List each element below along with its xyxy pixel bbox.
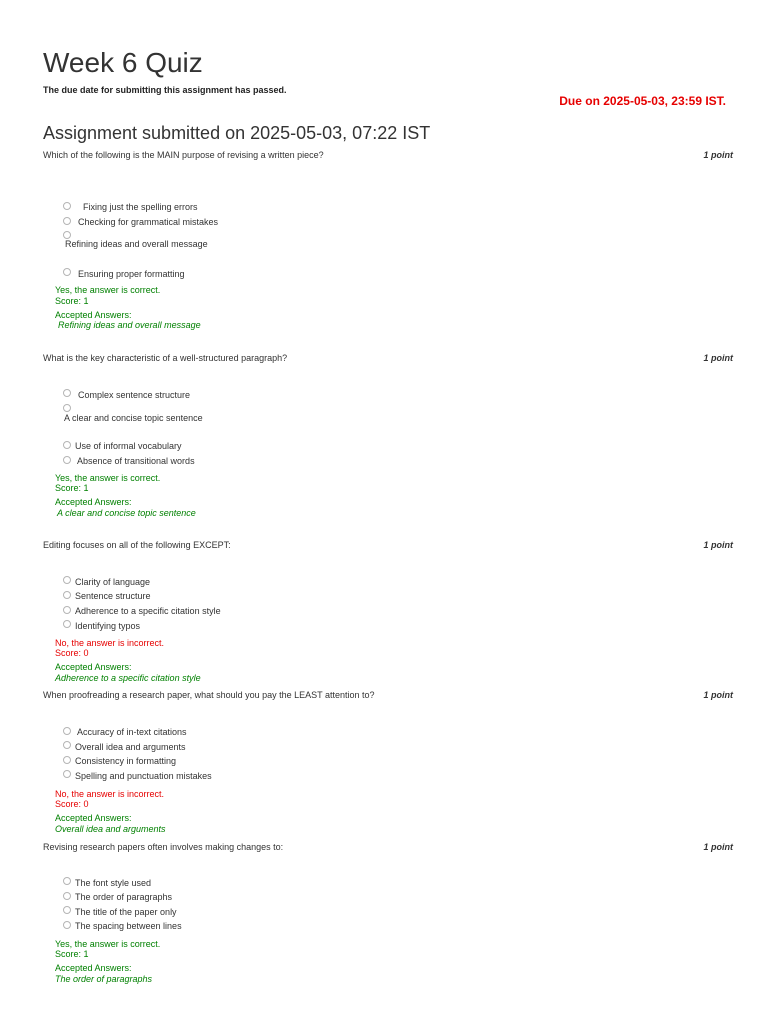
question-5-text: Revising research papers often involves making changes to: xyxy=(43,842,284,852)
q1-option-3-label: Refining ideas and overall message xyxy=(65,239,208,249)
q4-feedback: No, the answer is incorrect. xyxy=(55,789,165,799)
q5-option-2-label: The order of paragraphs xyxy=(75,892,173,902)
q5-feedback: Yes, the answer is correct. xyxy=(55,939,161,949)
q1-feedback: Yes, the answer is correct. xyxy=(55,285,161,295)
q5-option-2-radio[interactable] xyxy=(63,892,71,900)
q3-feedback: No, the answer is incorrect. xyxy=(55,638,165,648)
q2-option-4-radio[interactable] xyxy=(63,456,71,464)
q1-score: Score: 1 xyxy=(55,296,89,306)
q3-score: Score: 0 xyxy=(55,648,89,658)
q3-accepted-label: Accepted Answers: xyxy=(55,662,132,672)
q3-option-3-label: Adherence to a specific citation style xyxy=(75,606,221,616)
q1-option-4-label: Ensuring proper formatting xyxy=(78,269,185,279)
q2-option-4-label: Absence of transitional words xyxy=(77,456,195,466)
question-4-text: When proofreading a research paper, what should you pay the LEAST attention to? xyxy=(43,690,375,700)
q3-option-3-radio[interactable] xyxy=(63,606,71,614)
q3-option-1-label: Clarity of language xyxy=(75,577,151,587)
q2-option-3-radio[interactable] xyxy=(63,441,71,449)
q3-option-4-label: Identifying typos xyxy=(75,621,141,631)
q5-option-1-radio[interactable] xyxy=(63,877,71,885)
question-2-text: What is the key characteristic of a well-structured paragraph? xyxy=(43,353,288,363)
q4-score: Score: 0 xyxy=(55,799,89,809)
q3-option-2-label: Sentence structure xyxy=(75,591,151,601)
q5-option-4-label: The spacing between lines xyxy=(75,921,182,931)
q5-option-1-label: The font style used xyxy=(75,878,152,888)
q5-score: Score: 1 xyxy=(55,949,89,959)
q1-option-1-label: Fixing just the spelling errors xyxy=(83,202,198,212)
q2-option-1-label: Complex sentence structure xyxy=(78,390,191,400)
q2-option-2-label: A clear and concise topic sentence xyxy=(64,413,203,423)
q1-option-3-radio[interactable] xyxy=(63,231,71,239)
due-date: Due on 2025-05-03, 23:59 IST. xyxy=(559,94,726,108)
q4-option-2-radio[interactable] xyxy=(63,741,71,749)
q1-option-2-radio[interactable] xyxy=(63,217,71,225)
question-1-points: 1 point xyxy=(703,150,733,160)
page-title: Week 6 Quiz xyxy=(43,47,203,78)
due-passed-notice: The due date for submitting this assignment has passed. xyxy=(43,85,287,95)
q3-option-2-radio[interactable] xyxy=(63,591,71,599)
q3-accepted-answer: Adherence to a specific citation style xyxy=(55,673,201,683)
question-5-points: 1 point xyxy=(703,842,733,852)
q1-option-1-radio[interactable] xyxy=(63,202,71,210)
q4-option-4-label: Spelling and punctuation mistakes xyxy=(75,771,212,781)
q5-option-4-radio[interactable] xyxy=(63,921,71,929)
q4-option-1-radio[interactable] xyxy=(63,727,71,735)
q2-accepted-answer: A clear and concise topic sentence xyxy=(57,508,196,518)
q5-option-3-label: The title of the paper only xyxy=(75,907,177,917)
q4-option-2-label: Overall idea and arguments xyxy=(75,742,186,752)
q4-accepted-answer: Overall idea and arguments xyxy=(55,824,166,834)
q5-accepted-label: Accepted Answers: xyxy=(55,963,132,973)
question-3-points: 1 point xyxy=(703,540,733,550)
q5-accepted-answer: The order of paragraphs xyxy=(55,974,153,984)
q1-option-4-radio[interactable] xyxy=(63,268,71,276)
q3-option-1-radio[interactable] xyxy=(63,576,71,584)
q5-option-3-radio[interactable] xyxy=(63,906,71,914)
question-1-text: Which of the following is the MAIN purpose of revising a written piece? xyxy=(43,150,324,160)
q4-option-1-label: Accuracy of in-text citations xyxy=(77,727,187,737)
q1-option-2-label: Checking for grammatical mistakes xyxy=(78,217,219,227)
q2-option-1-radio[interactable] xyxy=(63,389,71,397)
q2-feedback: Yes, the answer is correct. xyxy=(55,473,161,483)
question-4-points: 1 point xyxy=(703,690,733,700)
q2-accepted-label: Accepted Answers: xyxy=(55,497,132,507)
q2-score: Score: 1 xyxy=(55,483,89,493)
submission-status: Assignment submitted on 2025-05-03, 07:22 IST xyxy=(43,123,431,143)
q4-option-4-radio[interactable] xyxy=(63,770,71,778)
q4-option-3-label: Consistency in formatting xyxy=(75,756,177,766)
question-2-points: 1 point xyxy=(703,353,733,363)
q3-option-4-radio[interactable] xyxy=(63,620,71,628)
q1-accepted-answer: Refining ideas and overall message xyxy=(58,320,201,330)
q4-option-3-radio[interactable] xyxy=(63,756,71,764)
q1-accepted-label: Accepted Answers: xyxy=(55,310,132,320)
q4-accepted-label: Accepted Answers: xyxy=(55,813,132,823)
question-3-text: Editing focuses on all of the following EXCEPT: xyxy=(43,540,231,550)
q2-option-2-radio[interactable] xyxy=(63,404,71,412)
q2-option-3-label: Use of informal vocabulary xyxy=(75,441,182,451)
